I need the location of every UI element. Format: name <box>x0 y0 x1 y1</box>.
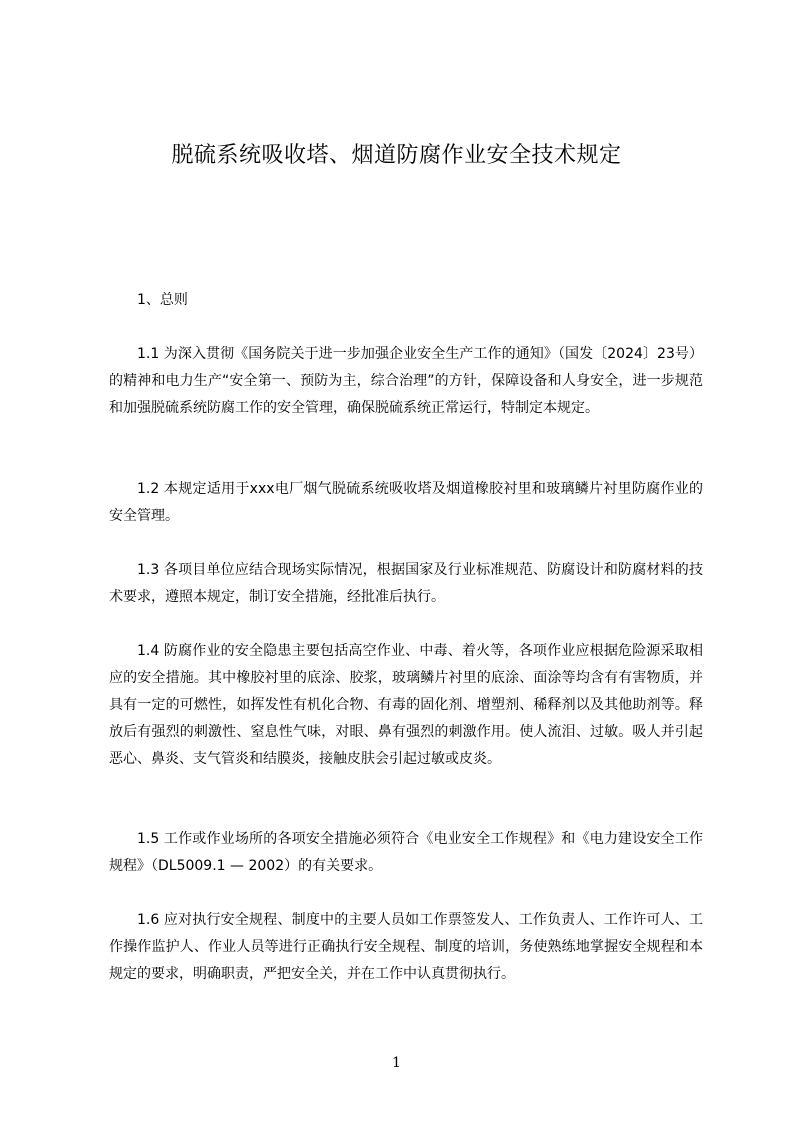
paragraph-1-2: 1.2 本规定适用于xxx电厂烟气脱硫系统吸收塔及烟道橡胶衬里和玻璃鳞片衬里防腐作业的安全管理。 <box>109 481 703 524</box>
document-title: 脱硫系统吸收塔、烟道防腐作业安全技术规定 <box>171 143 622 168</box>
paragraph-1-4: 1.4 防腐作业的安全隐患主要包括高空作业、中毒、着火等，各项作业应根据危险源采取相应的安全措施。其中橡胶衬里的底涂、胶浆，玻璃鳞片衬里的底涂、面涂等均含有有害物质，并具有一定的可燃性，如挥发性有机化合物、有毒的固化剂、增塑剂、稀释剂以及其他助剂等。释放后有强烈的刺激性、窒息性气味，对眼、鼻有强烈的刺激作用。使人流泪、过敏。吸人并引起恶心、鼻炎、支气管炎和结膜炎，接触皮肤会引起过敏或皮炎。 <box>109 643 703 767</box>
paragraph-1-6: 1.6 应对执行安全规程、制度中的主要人员如工作票签发人、工作负责人、工作许可人、工作操作监护人、作业人员等进行正确执行安全规程、制度的培训，务使熟练地掌握安全规程和本规定的要求，明确职责，严把安全关，并在工作中认真贯彻执行。 <box>109 912 703 982</box>
paragraph-1-3: 1.3 各项目单位应结合现场实际情况，根据国家及行业标准规范、防腐设计和防腐材料的技术要求，遵照本规定，制订安全措施，经批准后执行。 <box>109 562 703 605</box>
section-heading: 1、总则 <box>137 292 188 308</box>
page-number: 1 <box>392 1055 401 1071</box>
paragraph-1-5: 1.5 工作或作业场所的各项安全措施必须符合《电业安全工作规程》和《电力建设安全工作规程》（DL5009.1 — 2002）的有关要求。 <box>109 831 703 874</box>
paragraph-1-1: 1.1 为深入贯彻《国务院关于进一步加强企业安全生产工作的通知》（国发〔2024〕23号）的精神和电力生产“安全第一、预防为主，综合治理”的方针，保障设备和人身安全，进一步规范和加强脱硫系统防腐工作的安全管理，确保脱硫系统正常运行，特制定本规定。 <box>109 346 703 416</box>
